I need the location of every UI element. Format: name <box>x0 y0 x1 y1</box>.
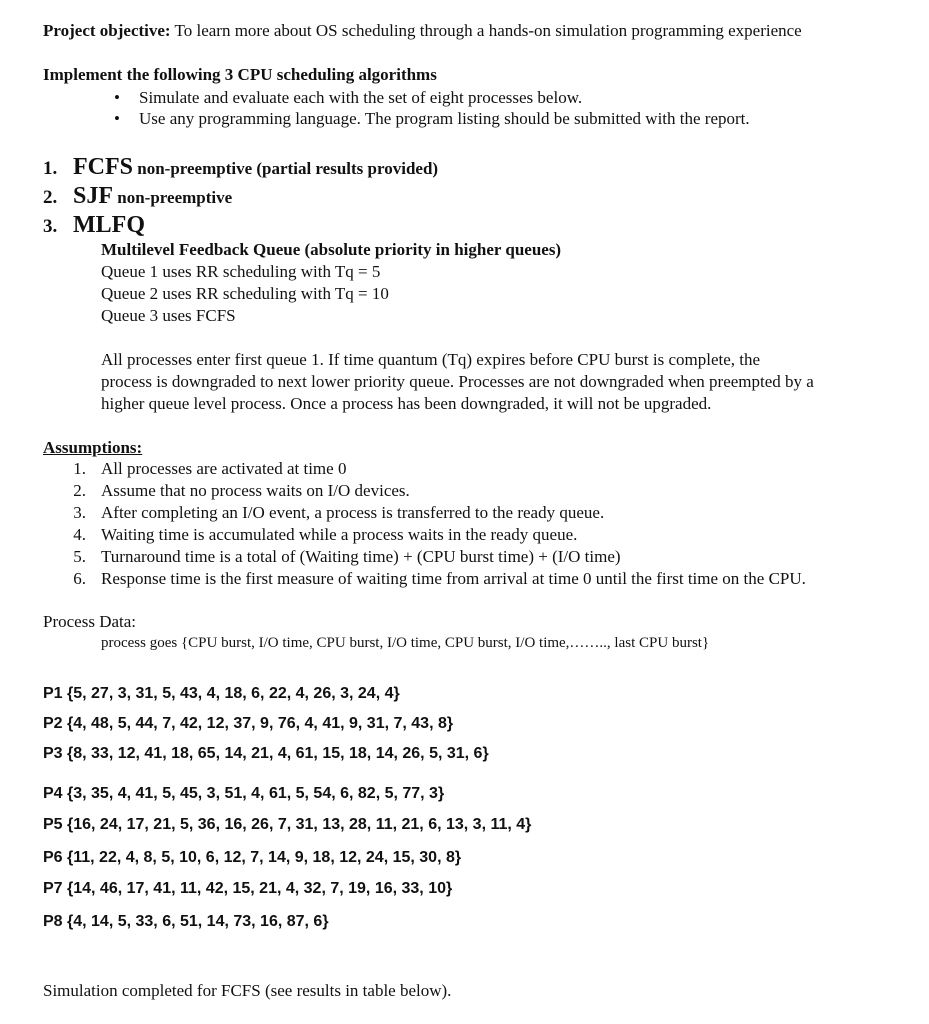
algorithm-sjf <box>43 183 232 212</box>
process-row: P7 {14, 46, 17, 41, 11, 42, 15, 21, 4, 32, 7, 19, 16, 33, 10} <box>43 880 453 897</box>
assumption-number: 1. <box>73 459 86 478</box>
assumption-number: 3. <box>73 503 86 522</box>
process-row: P6 {11, 22, 4, 8, 5, 10, 6, 12, 7, 14, 9, 18, 12, 24, 15, 30, 8} <box>43 849 462 866</box>
assumptions-heading: Assumptions: <box>43 438 143 457</box>
algorithm-number: 2. <box>43 187 58 208</box>
implement-heading: Implement the following 3 CPU scheduling algorithms <box>43 65 437 84</box>
bullet-icon: • <box>114 109 120 128</box>
assumption-number: 5. <box>73 547 86 566</box>
algorithm-desc: non-preemptive (partial results provided) <box>133 159 439 178</box>
algorithm-desc: non-preemptive <box>113 188 233 207</box>
algorithm-mlfq <box>43 212 145 241</box>
mlfq-paragraph-line-2: process is downgraded to next lower priority queue. Processes are not downgraded when preempted by a <box>101 372 814 391</box>
assumption-number: 6. <box>73 569 86 588</box>
mlfq-queue-2: Queue 2 uses RR scheduling with Tq = 10 <box>101 284 389 303</box>
assumption-number: 2. <box>73 481 86 500</box>
objective-text: To learn more about OS scheduling through a hands-on simulation programming experience <box>170 21 802 40</box>
objective-label: Project objective: <box>43 21 171 40</box>
mlfq-title: Multilevel Feedback Queue (absolute priority in higher queues) <box>101 240 562 259</box>
assumption-item: All processes are activated at time 0 <box>101 459 347 478</box>
process-row: P8 {4, 14, 5, 33, 6, 51, 14, 73, 16, 87, 6} <box>43 913 329 930</box>
process-row: P2 {4, 48, 5, 44, 7, 42, 12, 37, 9, 76, 4, 41, 9, 31, 7, 43, 8} <box>43 715 454 732</box>
assumption-item: Response time is the first measure of waiting time from arrival at time 0 until the first time on the CPU. <box>101 569 806 588</box>
algorithm-fcfs <box>43 154 438 183</box>
implement-bullet-1: Simulate and evaluate each with the set of eight processes below. <box>139 88 583 107</box>
mlfq-queue-3: Queue 3 uses FCFS <box>101 306 236 325</box>
mlfq-queue-1: Queue 1 uses RR scheduling with Tq = 5 <box>101 262 381 281</box>
algorithm-name: MLFQ <box>73 212 145 238</box>
assumption-item: Turnaround time is a total of (Waiting time) + (CPU burst time) + (I/O time) <box>101 547 621 566</box>
algorithm-number: 3. <box>43 216 58 237</box>
bullet-icon: • <box>114 88 120 107</box>
process-data-format: process goes {CPU burst, I/O time, CPU burst, I/O time, CPU burst, I/O time,…….., last CPU burst} <box>101 635 710 651</box>
algorithm-number: 1. <box>43 158 58 179</box>
assumption-item: Assume that no process waits on I/O devices. <box>101 481 410 500</box>
process-row: P3 {8, 33, 12, 41, 18, 65, 14, 21, 4, 61, 15, 18, 14, 26, 5, 31, 6} <box>43 745 489 762</box>
project-objective <box>43 21 802 41</box>
algorithm-name: FCFS <box>73 154 133 180</box>
implement-bullet-2: Use any programming language. The program listing should be submitted with the report. <box>139 109 750 128</box>
assumption-item: Waiting time is accumulated while a process waits in the ready queue. <box>101 525 578 544</box>
process-row: P1 {5, 27, 3, 31, 5, 43, 4, 18, 6, 22, 4, 26, 3, 24, 4} <box>43 685 400 702</box>
assumption-item: After completing an I/O event, a process is transferred to the ready queue. <box>101 503 605 522</box>
mlfq-paragraph-line-1: All processes enter first queue 1. If time quantum (Tq) expires before CPU burst is complete, the <box>101 350 761 369</box>
simulation-status: Simulation completed for FCFS (see results in table below). <box>43 981 452 1000</box>
assumption-number: 4. <box>73 525 86 544</box>
mlfq-paragraph-line-3: higher queue level process. Once a process has been downgraded, it will not be upgraded. <box>101 394 712 413</box>
process-data-heading: Process Data: <box>43 612 137 631</box>
process-row: P4 {3, 35, 4, 41, 5, 45, 3, 51, 4, 61, 5, 54, 6, 82, 5, 77, 3} <box>43 785 445 802</box>
process-row: P5 {16, 24, 17, 21, 5, 36, 16, 26, 7, 31, 13, 28, 11, 21, 6, 13, 3, 11, 4} <box>43 816 532 833</box>
algorithm-name: SJF <box>73 183 114 209</box>
